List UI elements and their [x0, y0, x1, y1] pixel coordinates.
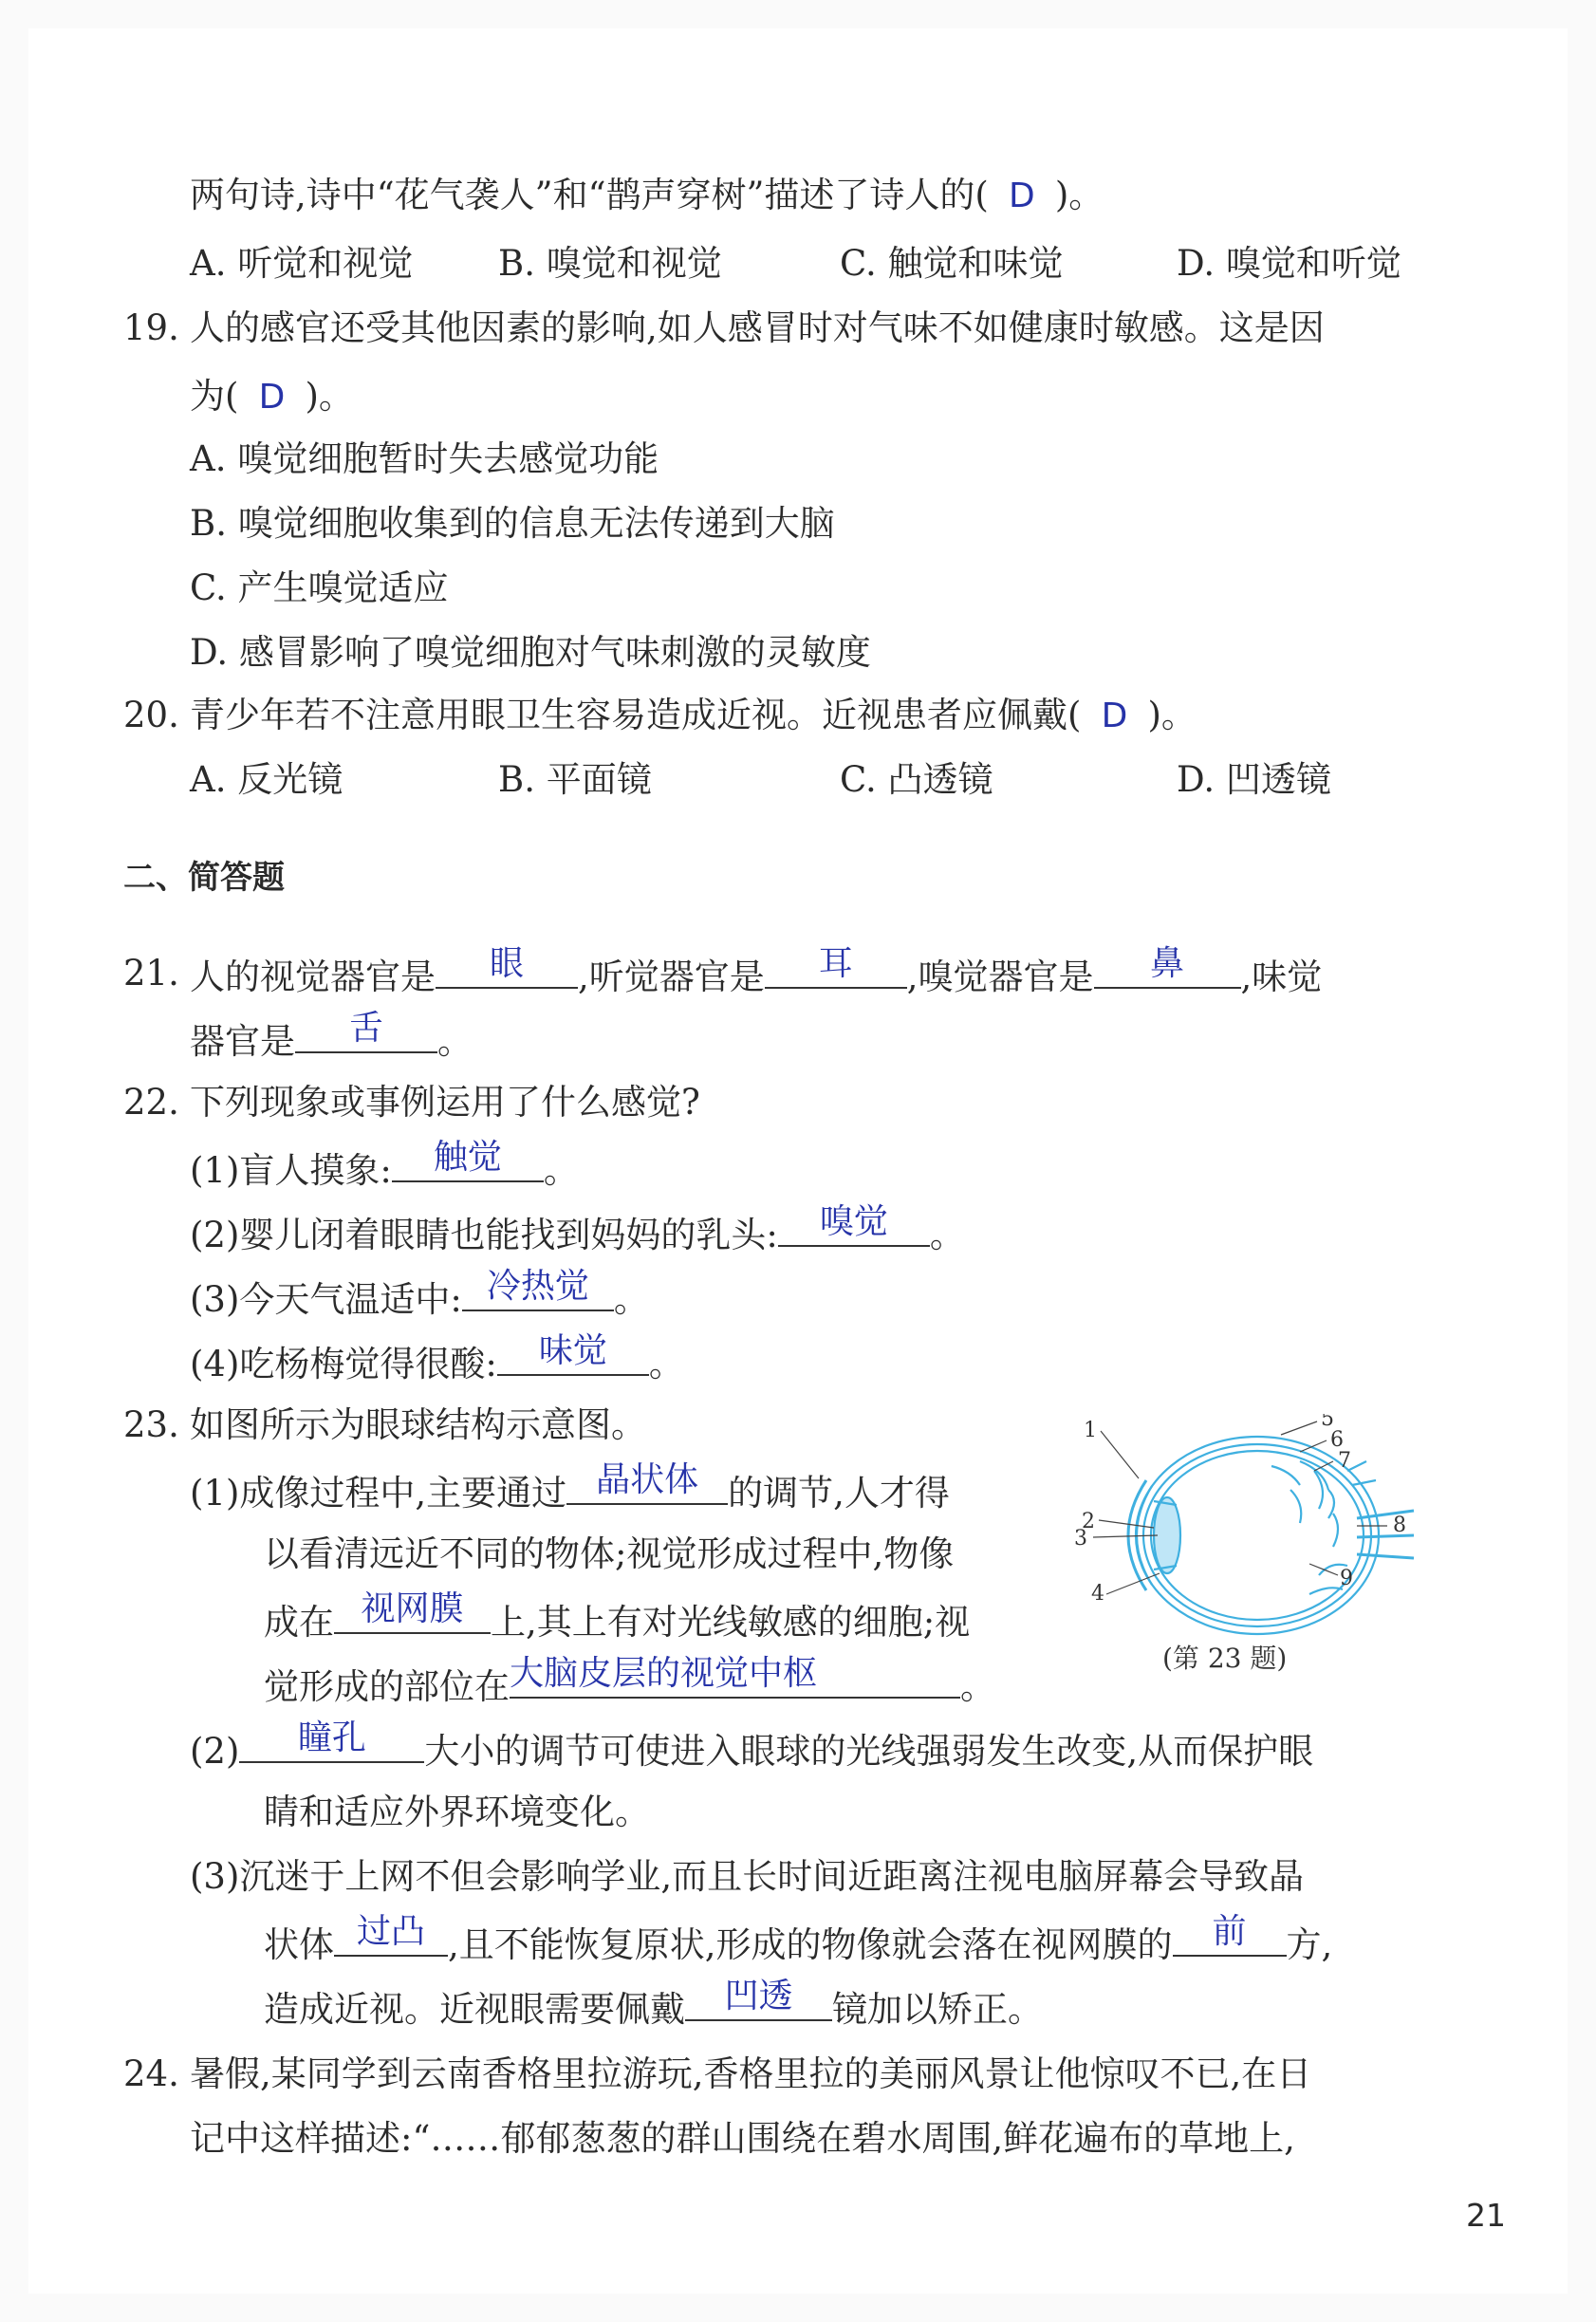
- q23-p2-line2: 睛和适应外界环境变化。: [264, 1792, 650, 1832]
- q19-close: )。: [305, 376, 354, 417]
- q20-option-d: D. 凹透镜: [1177, 759, 1331, 800]
- q23-p2-text-b: 大小的调节可使进入眼球的光线强弱发生改变,从而保护眼: [424, 1731, 1314, 1772]
- q23-p2-line1: [190, 1718, 1314, 1776]
- q24-line1: 暑假,某同学到云南香格里拉游玩,香格里拉的美丽风景让他惊叹不已,在日: [190, 2053, 1312, 2094]
- q23-p1-blank-retina: [334, 1589, 491, 1634]
- q23-p3-line3: [264, 1977, 1043, 2034]
- q23-p2-text-a: (2): [190, 1731, 240, 1772]
- q22-item-3: [190, 1267, 649, 1325]
- q23-p1-answer-lens: 晶状体: [596, 1460, 699, 1499]
- q20-option-b: B. 平面镜: [498, 759, 652, 800]
- q19-stem2: 为(: [190, 376, 239, 417]
- q24-number: 24.: [123, 2053, 179, 2094]
- q23-p3-text-d: 方,: [1286, 1924, 1333, 1965]
- q20-number: 20.: [123, 695, 179, 735]
- q23-p3-blank-convex: [334, 1912, 448, 1957]
- label-1: 1: [1084, 1419, 1097, 1442]
- q21-answer-tongue: 舌: [348, 1009, 383, 1048]
- q20-option-a: A. 反光镜: [190, 759, 343, 800]
- q20-close: )。: [1147, 695, 1197, 735]
- label-6: 6: [1330, 1428, 1344, 1452]
- q23-p3-text-c: ,且不能恢复原状,形成的物像就会落在视网膜的: [448, 1924, 1173, 1965]
- q22-item-4-text: (4)吃杨梅觉得很酸:: [190, 1344, 497, 1384]
- q22-item-3-end: 。: [613, 1279, 649, 1320]
- q23-p1-blank-cortex: [510, 1654, 960, 1699]
- q18-stem-line: [190, 171, 1104, 221]
- eyeball-diagram: [1072, 1414, 1423, 1651]
- q21-blank-tongue: [295, 1009, 437, 1053]
- q23-stem: 如图所示为眼球结构示意图。: [190, 1404, 646, 1445]
- q22-item-2-blank: [778, 1202, 930, 1247]
- q22-item-2-end: 。: [929, 1215, 965, 1255]
- q24-line2: 记中这样描述:“……郁郁葱葱的群山围绕在碧水周围,鲜花遍布的草地上,: [190, 2118, 1295, 2159]
- q22-item-4: [190, 1331, 684, 1389]
- q23-p1-answer-retina: 视网膜: [361, 1589, 464, 1628]
- q22-number: 22.: [123, 1082, 179, 1123]
- q21-answer-nose: 鼻: [1150, 944, 1185, 983]
- q18-option-c: C. 触觉和味觉: [840, 243, 1064, 284]
- q18-answer-paren: [989, 171, 1055, 221]
- q22-item-4-blank: [497, 1331, 649, 1376]
- page-number: 21: [1466, 2197, 1506, 2234]
- q22-item-1-blank: [392, 1138, 544, 1182]
- q22-item-2-answer: 嗅觉: [819, 1202, 888, 1241]
- q23-p3-text-f: 镜加以矫正。: [832, 1989, 1043, 2030]
- q22-item-3-text: (3)今天气温适中:: [190, 1279, 462, 1320]
- q21-blank-ear: [765, 944, 907, 989]
- q20-stem-line: [190, 691, 1197, 741]
- q19-option-b: B. 嗅觉细胞收集到的信息无法传递到大脑: [190, 503, 835, 544]
- q23-p3-line1: (3)沉迷于上网不但会影响学业,而且长时间近距离注视电脑屏幕会导致晶: [190, 1856, 1305, 1897]
- q18-stem-text: 两句诗,诗中“花气袭人”和“鹊声穿树”描述了诗人的(: [190, 175, 989, 215]
- q23-p3-answer-concave: 凹透: [724, 1977, 793, 2015]
- q21-line2: [190, 1009, 473, 1067]
- q23-p2-blank-pupil: [239, 1718, 424, 1763]
- label-5: 5: [1321, 1414, 1334, 1431]
- q23-p3-answer-convex: 过凸: [356, 1912, 425, 1951]
- q19-option-d: D. 感冒影响了嗅觉细胞对气味刺激的灵敏度: [190, 632, 871, 673]
- q22-item-2-text: (2)婴儿闭着眼睛也能找到妈妈的乳头:: [190, 1215, 778, 1255]
- q22-item-3-answer: 冷热觉: [486, 1267, 589, 1306]
- q18-close: )。: [1054, 175, 1104, 215]
- q23-p1-text-e: 上,其上有对光线敏感的细胞;视: [491, 1602, 971, 1643]
- q23-p1-text-f: 觉形成的部位在: [264, 1666, 510, 1707]
- q19-answer-paren: [238, 372, 305, 422]
- q21-text6: 。: [437, 1021, 473, 1062]
- q20-answer-paren: [1081, 691, 1147, 741]
- label-7: 7: [1338, 1449, 1351, 1473]
- q22-item-4-answer: 味觉: [538, 1331, 607, 1370]
- figure-caption: (第 23 题): [1162, 1643, 1288, 1674]
- q21-blank-nose: [1094, 944, 1241, 989]
- label-3: 3: [1074, 1527, 1087, 1551]
- q23-p1-text-d: 成在: [264, 1602, 334, 1643]
- q23-p3-blank-front: [1173, 1912, 1287, 1957]
- q22-item-4-end: 。: [648, 1344, 684, 1384]
- q23-p1-text-g: 。: [960, 1666, 995, 1707]
- q21-text2: ,听觉器官是: [578, 957, 765, 997]
- q23-p1-line3: [264, 1589, 971, 1647]
- q23-p3-text-b: 状体: [264, 1924, 334, 1965]
- q21-blank-eye: [436, 944, 578, 989]
- q19-number: 19.: [123, 307, 179, 348]
- q23-p1-text-a: (1)成像过程中,主要通过: [190, 1473, 567, 1514]
- q23-p1-answer-cortex: 大脑皮层的视觉中枢: [510, 1654, 818, 1693]
- q23-p3-answer-front: 前: [1212, 1912, 1247, 1951]
- q21-text3: ,嗅觉器官是: [906, 957, 1094, 997]
- q22-item-1: [190, 1138, 579, 1196]
- q23-p3-blank-concave: [685, 1977, 832, 2021]
- q22-item-1-answer: 触觉: [433, 1138, 502, 1177]
- label-9: 9: [1340, 1567, 1353, 1590]
- q23-p1-line2: 以看清远近不同的物体;视觉形成过程中,物像: [264, 1533, 955, 1574]
- q20-option-c: C. 凸透镜: [840, 759, 993, 800]
- q23-p3-line2: [264, 1912, 1333, 1970]
- label-4: 4: [1091, 1582, 1104, 1606]
- q22-item-3-blank: [462, 1267, 614, 1311]
- q23-p3-text-e: 造成近视。近视眼需要佩戴: [264, 1989, 685, 2030]
- q21-answer-eye: 眼: [489, 944, 524, 983]
- q21-text5: 器官是: [190, 1021, 295, 1062]
- q22-item-1-end: 。: [543, 1150, 579, 1191]
- section-title: 二、简答题: [123, 859, 285, 897]
- q21-text4: ,味觉: [1240, 957, 1323, 997]
- q21-text1: 人的视觉器官是: [190, 957, 436, 997]
- q23-p1-line4: [264, 1654, 995, 1712]
- q23-p2-answer-pupil: 瞳孔: [297, 1718, 366, 1757]
- q20-stem: 青少年若不注意用眼卫生容易造成近视。近视患者应佩戴(: [190, 695, 1082, 735]
- q21-line1: [190, 944, 1323, 1002]
- q19-stem-line2: [190, 372, 354, 422]
- q22-item-2: [190, 1202, 965, 1260]
- label-8: 8: [1393, 1514, 1406, 1537]
- q23-p1-text-b: 的调节,人才得: [728, 1473, 950, 1514]
- q23-p1-line1: [190, 1460, 950, 1518]
- q19-option-c: C. 产生嗅觉适应: [190, 567, 449, 608]
- q18-option-b: B. 嗅觉和视觉: [498, 243, 722, 284]
- q23-p1-blank-lens: [566, 1460, 728, 1505]
- q21-answer-ear: 耳: [818, 944, 853, 983]
- eye-structure-figure: [1072, 1414, 1423, 1699]
- q23-number: 23.: [123, 1404, 179, 1445]
- q19-option-a: A. 嗅觉细胞暂时失去感觉功能: [190, 438, 659, 479]
- q19-stem: 人的感官还受其他因素的影响,如人感冒时对气味不如健康时敏感。这是因: [190, 307, 1325, 348]
- q19-answer: D: [258, 378, 286, 417]
- q18-answer: D: [1008, 176, 1035, 215]
- q21-number: 21.: [123, 953, 179, 994]
- q18-option-a: A. 听觉和视觉: [190, 243, 414, 284]
- label-2: 2: [1082, 1510, 1095, 1533]
- q22-item-1-text: (1)盲人摸象:: [190, 1150, 392, 1191]
- q20-answer: D: [1101, 697, 1128, 735]
- q18-option-d: D. 嗅觉和听觉: [1177, 243, 1401, 284]
- q22-stem: 下列现象或事例运用了什么感觉?: [190, 1082, 700, 1123]
